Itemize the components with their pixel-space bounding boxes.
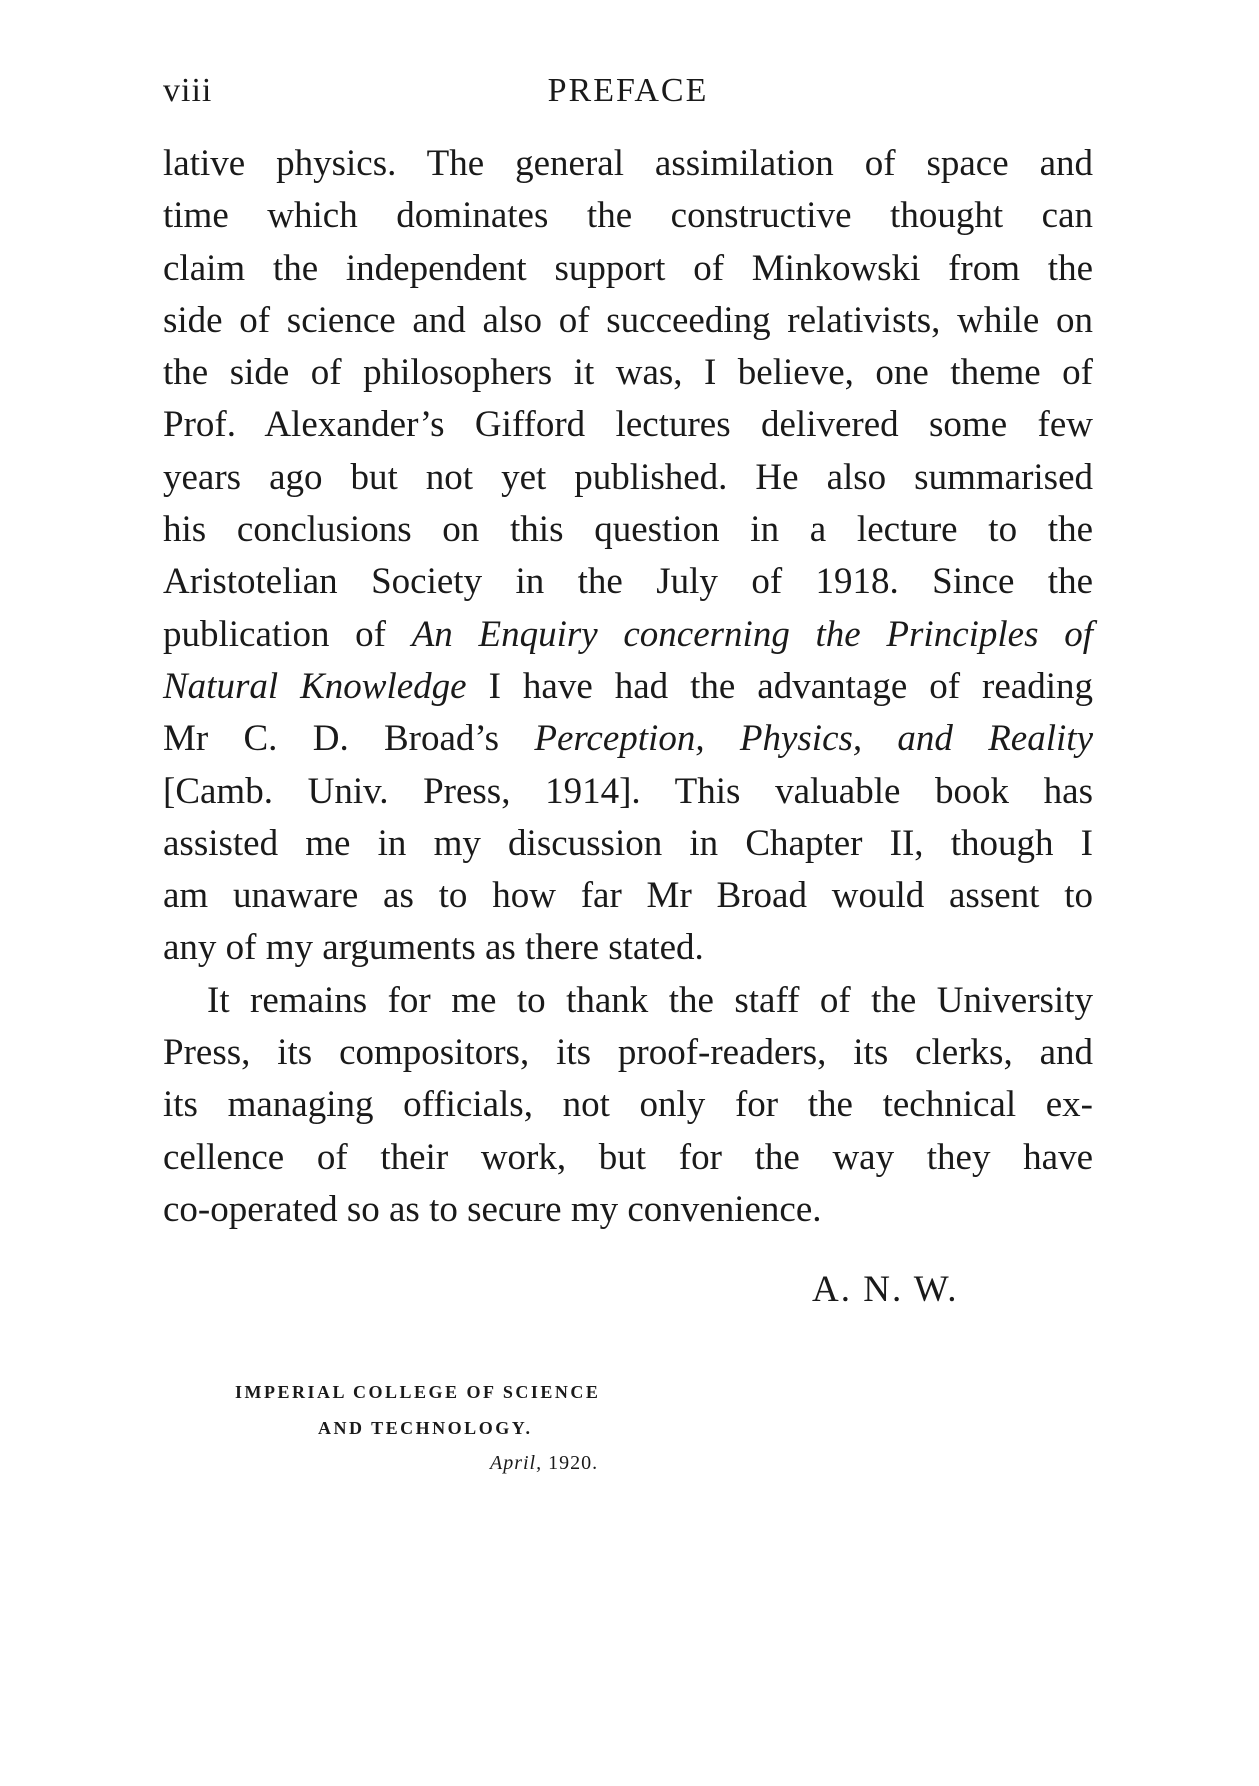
text-run: I have had the advantage of reading [466,665,1093,707]
text-line: assisted me in my discussion in Chapter II, though I [163,822,1093,864]
text-line: Prof. Alexander’s Gifford lectures delivered some few [163,404,1093,446]
text-line [163,609,1093,661]
imprint-date [490,1452,598,1475]
text-line: am unaware as to how far Mr Broad would assent to [163,875,1093,917]
paragraph-1 [163,138,1093,975]
text-line [163,661,1093,713]
text-line [163,713,1093,765]
text-line: lative physics. The general assimilation of space and [163,143,1093,184]
text-line: co-operated so as to secure my convenience. [163,1188,822,1230]
text-line: It remains for me to thank the staff of the University [207,979,1093,1021]
text-line: time which dominates the constructive thought can [163,195,1093,237]
imprint-institution: IMPERIAL COLLEGE OF SCIENCE [235,1382,601,1402]
text-line: cellence of their work, but for the way they have [163,1136,1093,1178]
running-title: PREFACE [547,72,709,109]
text-line: Aristotelian Society in the July of 1918. Since the [163,561,1093,603]
page-number: viii [163,72,213,109]
text-run: publication of [163,613,412,655]
book-title-italic: An Enquiry concerning the Principles of [411,613,1093,655]
imprint-institution-cont: AND TECHNOLOGY. [318,1418,533,1438]
body-text [163,138,1093,1236]
text-line: years ago but not yet published. He also summarised [163,456,1093,498]
date-month: April, [490,1452,543,1474]
date-year: 1920. [542,1452,599,1474]
text-line: his conclusions on this question in a lecture to the [163,509,1093,551]
text-line: any of my arguments as there stated. [163,927,704,969]
text-run: Mr C. D. Broad’s [163,718,535,760]
text-line: side of science and also of succeeding relativists, while on [163,299,1093,341]
text-line: [Camb. Univ. Press, 1914]. This valuable book has [163,770,1093,812]
book-title-italic: Perception, Physics, and Reality [534,718,1093,760]
text-line: claim the independent support of Minkowski from the [163,247,1093,289]
author-initials: A. N. W. [812,1269,959,1310]
book-title-italic: Natural Knowledge [163,665,467,707]
running-head [163,72,1093,122]
text-line: its managing officials, not only for the technical ex- [163,1084,1093,1126]
paragraph-2 [163,975,1093,1236]
text-line: Press, its compositors, its proof-readers, its clerks, and [163,1032,1093,1074]
text-line: the side of philosophers it was, I believe, one theme of [163,352,1093,394]
